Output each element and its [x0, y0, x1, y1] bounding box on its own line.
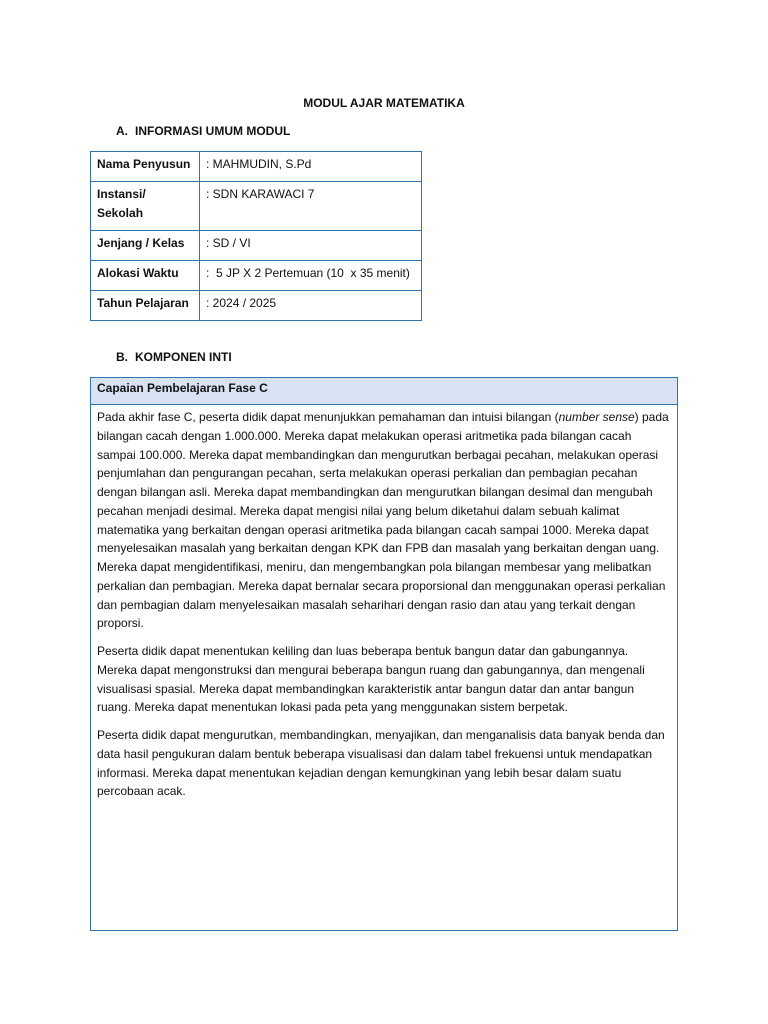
paragraph-data: Peserta didik dapat mengurutkan, membandingkan, menyajikan, dan menganalisis data banyak benda dan data hasil pengukuran dalam bentuk beberapa visualisasi dan dalam tabel frekuensi untuk mendapatkan informasi. Mereka dapat menentukan kejadian dengan kemungkinan yang lebih besar dalam suatu percobaan acak.: [97, 728, 665, 799]
row-label-line2: Sekolah: [97, 206, 144, 220]
section-b-letter: B.: [116, 350, 128, 364]
paragraph-number: [97, 408, 671, 633]
table-row: [91, 152, 422, 182]
row-label: Jenjang / Kelas: [91, 231, 200, 261]
learning-outcomes-header: Capaian Pembelajaran Fase C: [91, 378, 677, 405]
row-label: [91, 182, 200, 231]
paragraph-text: ) pada bilangan cacah dengan 1.000.000. Mereka dapat melakukan operasi aritmetika pada bilangan cacah sampai 100.000. Mereka dapat membandingkan dan mengurutkan berbagai pecahan, melakukan operasi penjumlahan dan pengurangan pecahan, serta melakukan operasi perkalian dan pembagian pecahan dengan bilangan asli. Mereka dapat membandingkan dan mengurutkan bilangan desimal dan mengubah pecahan menjadi desimal. Mereka dapat mengisi nilai yang belum diketahui dalam sebuah kalimat matematika yang berkaitan dengan operasi aritmetika pada bilangan cacah sampai 1000. Mereka dapat menyelesaikan masalah yang berkaitan dengan KPK dan FPB dan masalah yang berkaitan dengan uang. Mereka dapat mengidentifikasi, meniru, dan mengembangkan pola bilangan membesar yang melibatkan perkalian dan pembagian. Mereka dapat bernalar secara proporsional dan menggunakan operasi perkalian dan pembagian dalam menyelesaikan masalah seharihari dengan rasio dan atau yang terkait dengan proporsi.: [97, 410, 669, 631]
section-a-letter: A.: [116, 124, 128, 138]
table-row: [91, 261, 422, 291]
page-title: MODUL AJAR MATEMATIKA: [303, 96, 465, 110]
section-b-title: KOMPONEN INTI: [135, 350, 232, 364]
row-value: : MAHMUDIN, S.Pd: [200, 152, 422, 182]
row-value: : SDN KARAWACI 7: [200, 182, 422, 231]
paragraph-italic-term: number sense: [558, 410, 635, 424]
paragraph-text: Pada akhir fase C, peserta didik dapat menunjukkan pemahaman dan intuisi bilangan (: [97, 410, 559, 424]
row-label-line1: Instansi/: [97, 187, 146, 201]
table-row: [91, 231, 422, 261]
learning-outcomes-box: [90, 377, 678, 931]
row-value: : 5 JP X 2 Pertemuan (10 x 35 menit): [200, 261, 422, 291]
row-label: Alokasi Waktu: [91, 261, 200, 291]
row-value: : SD / VI: [200, 231, 422, 261]
section-a-title: INFORMASI UMUM MODUL: [135, 124, 291, 138]
row-label: Tahun Pelajaran: [91, 291, 200, 321]
table-row: [91, 182, 422, 231]
table-row: [91, 291, 422, 321]
paragraph-geometry: Peserta didik dapat menentukan keliling dan luas beberapa bentuk bangun datar dan gabungannya. Mereka dapat mengonstruksi dan mengurai beberapa bangun ruang dan gabungannya, dan mengenali visualisasi spasial. Mereka dapat membandingkan karakteristik antar bangun datar dan antar bangun ruang. Mereka dapat menentukan lokasi pada peta yang menggunakan sistem berpetak.: [97, 644, 645, 715]
row-value: : 2024 / 2025: [200, 291, 422, 321]
general-info-table: [90, 151, 422, 321]
learning-outcomes-body: [91, 405, 677, 801]
row-label: Nama Penyusun: [91, 152, 200, 182]
